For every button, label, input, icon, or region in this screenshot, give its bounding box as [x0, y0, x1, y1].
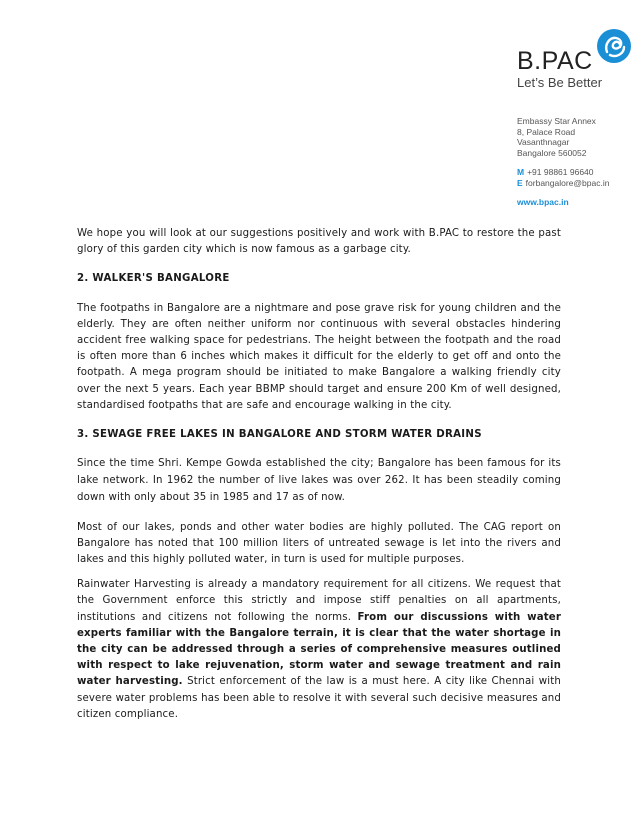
address-line: Vasanthnagar	[517, 137, 570, 147]
phone-label: M	[517, 167, 525, 177]
letterhead	[517, 28, 632, 207]
section-2-heading: 2. WALKER'S BANGALORE	[77, 273, 230, 285]
paragraph-text: Rainwater Harvesting is already a mandatory requirement for all citizens. We request that the Government enforce this strictly and impose stiff penalties on all apartments, institutions and citizens not following the norms.	[77, 579, 561, 623]
phone-line	[517, 167, 632, 178]
address-block	[517, 116, 632, 158]
letter-body	[77, 226, 561, 723]
intro-paragraph: We hope you will look at our suggestions positively and work with B.PAC to restore the past glory of this garden city which is now famous as a garbage city.	[77, 228, 561, 256]
tagline: Let’s Be Better	[517, 75, 603, 90]
section-3-paragraph-2: Most of our lakes, ponds and other water bodies are highly polluted. The CAG report on Bangalore has noted that 100 million liters of untreated sewage is let into the rivers and lakes and this highly polluted water, in turn is used for multiple purposes.	[77, 521, 561, 566]
paragraph-text: Strict enforcement of the law is a must here. A city like Chennai with severe water problems has been able to resolve it with several such decisive measures and citizen compliance.	[77, 676, 561, 720]
contact-block	[517, 167, 632, 188]
section-2-paragraph: The footpaths in Bangalore are a nightmare and pose grave risk for young children and the elderly. They are often neither uniform nor continuous with several obstacles hindering accident free walking space for pedestrians. The height between the footpath and the road is often more than 6 inches which makes it difficult for the elderly to get off and onto the footpath. A mega program should be initiated to make Bangalore a walking friendly city over the next 5 years. Each year BBMP should target and ensure 200 Km of well designed, standardised footpaths that are safe and encourage walking in the city.	[77, 302, 561, 411]
section-3-heading: 3. SEWAGE FREE LAKES IN BANGALORE AND STORM WATER DRAINS	[77, 429, 482, 441]
section-3-paragraph-3	[77, 577, 561, 723]
bpac-swirl-logo-icon	[596, 28, 632, 64]
paragraph-bold-text: From our discussions with water experts familiar with the Bangalore terrain, it is clear that the water shortage in the city can be addressed through a series of comprehensive measures outlined with respect to lake rejuvenation, storm water and sewage treatment and rain water harvesting.	[77, 611, 561, 688]
email-line	[517, 178, 632, 189]
phone-number[interactable]: +91 98861 96640	[527, 167, 594, 177]
address-line: Embassy Star Annex	[517, 116, 596, 126]
logo	[517, 28, 632, 76]
email-label: E	[517, 177, 523, 188]
website-link[interactable]: www.bpac.in	[517, 197, 569, 207]
section-3-paragraph-1: Since the time Shri. Kempe Gowda established the city; Bangalore has been famous for its lake network. In 1962 the number of live lakes was over 262. It has been steadily coming down with only about 35 in 1985 and 17 as of now.	[77, 458, 561, 503]
address-line: 8, Palace Road	[517, 126, 576, 137]
address-line: Bangalore 560052	[517, 147, 587, 158]
brand-name: B.PAC	[517, 47, 593, 75]
email-address[interactable]: forbangalore@bpac.in	[525, 177, 610, 188]
